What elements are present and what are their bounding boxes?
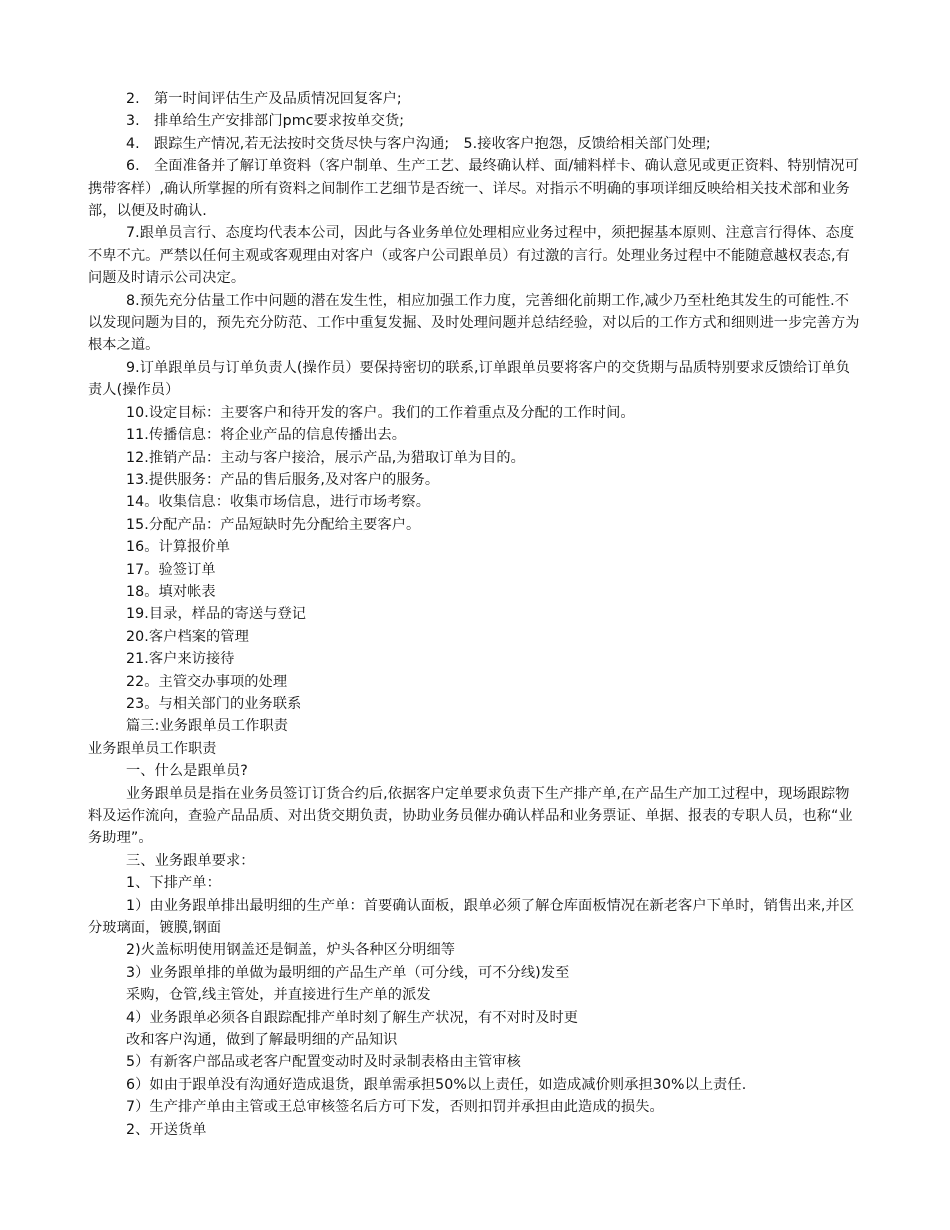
- requirement-item-2: 2)火盖标明使用钢盖还是铜盖，炉头各种区分明细等: [126, 942, 456, 959]
- paragraph-item-20: 20.客户档案的管理: [126, 628, 249, 645]
- requirement-item-3-continued: 采购，仓管,线主管处，并直接进行生产单的派发: [126, 987, 431, 1004]
- section-heading-part-three: 篇三:业务跟单员工作职责: [126, 718, 289, 735]
- paragraph-item-23: 23。与相关部门的业务联系: [126, 695, 302, 712]
- paragraph-item-4-5: 4. 跟踪生产情况,若无法按时交货尽快与客户沟通; 5.接收客户抱怨，反馈给相关部门处理;: [126, 135, 711, 152]
- paragraph-item-6: 6. 全面准备并了解订单资料（客户制单、生产工艺、最终确认样、面/辅料样卡、确认意见或更正资料、特别情况可携带客样）,确认所掌握的所有资料之间制作工艺细节是否统一、详尽。对指示不明确的事项详细反映给相关技术部和业务部，以便及时确认.: [88, 158, 859, 220]
- requirement-item-6: 6）如由于跟单没有沟通好造成退货，跟单需承担50%以上责任，如造成减价则承担30%以上责任.: [126, 1076, 747, 1093]
- paragraph-item-2: 2. 第一时间评估生产及品质情况回复客户;: [126, 91, 402, 107]
- paragraph-item-3: 3. 排单给生产安排部门pmc要求按单交货;: [126, 113, 405, 130]
- paragraph-item-14: 14。收集信息：收集市场信息，进行市场考察。: [126, 494, 431, 511]
- requirement-item-4-continued: 改和客户沟通，做到了解最明细的产品知识: [126, 1032, 398, 1049]
- paragraph-item-7: 7.跟单员言行、态度均代表本公司，因此与各业务单位处理相应业务过程中，须把握基本原则、注意言行得体、态度不卑不亢。严禁以任何主观或客观理由对客户（或客户公司跟单员）有过激的言行。处理业务过程中不能随意越权表态,有问题及时请示公司决定。: [88, 225, 855, 287]
- paragraph-item-16: 16。计算报价单: [126, 539, 230, 556]
- subsection-heading-delivery-note: 2、开送货单: [126, 1121, 207, 1138]
- requirement-item-5: 5）有新客户部品或老客户配置变动时及时录制表格由主管审核: [126, 1054, 521, 1071]
- subsection-heading-production-order: 1、下排产单：: [126, 875, 221, 892]
- paragraph-item-12: 12.推销产品：主动与客户接洽，展示产品,为猎取订单为目的。: [126, 449, 525, 466]
- requirement-item-3: 3）业务跟单排的单做为最明细的产品生产单（可分线，可不分线)发至: [126, 964, 570, 981]
- requirement-item-1: 1）由业务跟单排出最明细的生产单：首要确认面板，跟单必须了解仓库面板情况在新老客户下单时，销售出来,并区分玻璃面，镀膜,钢面: [88, 897, 855, 937]
- paragraph-item-10: 10.设定目标：主要客户和待开发的客户。我们的工作着重点及分配的工作时间。: [126, 404, 635, 421]
- document-title: 业务跟单员工作职责: [88, 740, 217, 757]
- paragraph-item-13: 13.提供服务：产品的售后服务,及对客户的服务。: [126, 471, 440, 488]
- document-body: [88, 88, 863, 1141]
- paragraph-item-19: 19.目录，样品的寄送与登记: [126, 606, 307, 623]
- paragraph-item-18: 18。填对帐表: [126, 583, 216, 600]
- paragraph-item-17: 17。验签订单: [126, 561, 216, 578]
- section-heading-what-is: 一、什么是跟单员?: [126, 763, 248, 780]
- paragraph-item-22: 22。主管交办事项的处理: [126, 673, 288, 690]
- definition-paragraph: 业务跟单员是指在业务员签订订货合约后,依据客户定单要求负责下生产排产单,在产品生产加工过程中，现场跟踪物料及运作流向，查验产品品质、对出货交期负责，协助业务员催办确认样品和业务票证、单据、报表的专职人员，也称“业务助理”。: [88, 785, 853, 847]
- requirement-item-4: 4）业务跟单必须各自跟踪配排产单时刻了解生产状况，有不对时及时更: [126, 1009, 579, 1026]
- paragraph-item-8: 8.预先充分估量工作中问题的潜在发生性，相应加强工作力度，完善细化前期工作,减少乃至杜绝其发生的可能性.不以发现问题为目的，预先充分防范、工作中重复发掘、及时处理问题并总结经验，对以后的工作方式和细则进一步完善方为根本之道。: [88, 292, 860, 354]
- section-heading-requirements: 三、业务跟单要求：: [126, 852, 255, 869]
- requirement-item-7: 7）生产排产单由主管或王总审核签名后方可下发，否则扣罚并承担由此造成的损失。: [126, 1099, 664, 1116]
- paragraph-item-15: 15.分配产品：产品短缺时先分配给主要客户。: [126, 516, 421, 533]
- paragraph-item-21: 21.客户来访接待: [126, 651, 235, 668]
- paragraph-item-11: 11.传播信息：将企业产品的信息传播出去。: [126, 427, 407, 444]
- paragraph-item-9: 9.订单跟单员与订单负责人(操作员）要保持密切的联系,订单跟单员要将客户的交货期与品质特别要求反馈给订单负责人(操作员）: [88, 359, 851, 399]
